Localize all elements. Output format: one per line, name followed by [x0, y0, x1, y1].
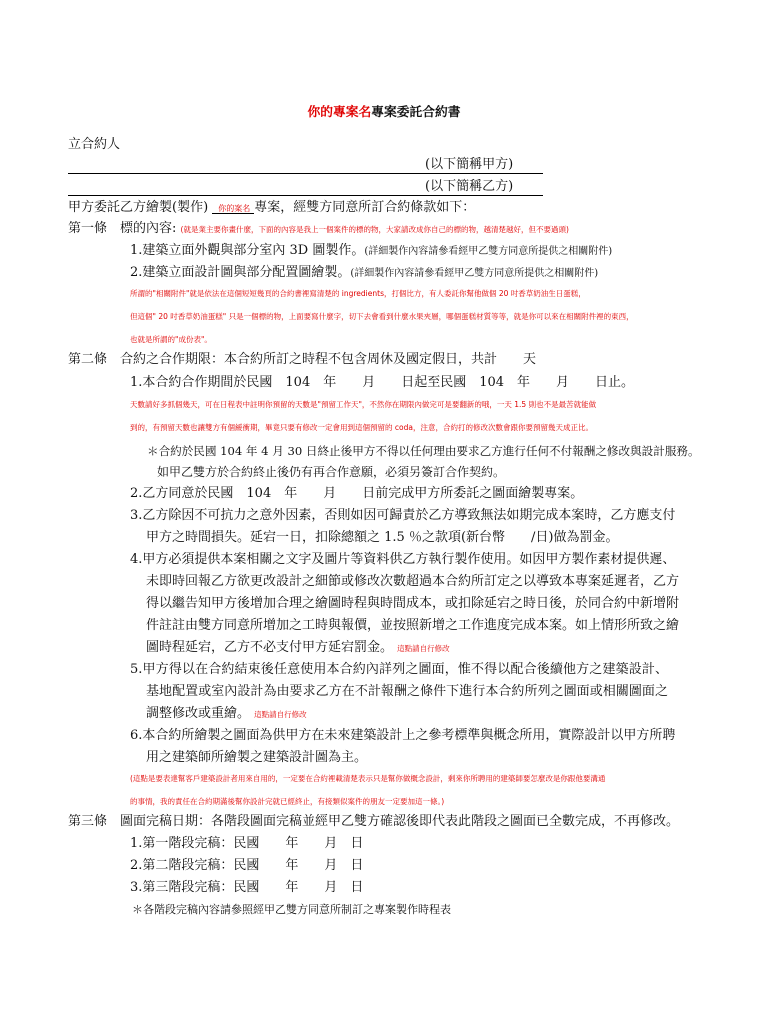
article2-item3-line2: 甲方之時間損失。延宕一日，扣除總額之 1.5 ％之款項(新台幣 /日)做為罰金。: [146, 530, 619, 545]
party-b-line: [68, 195, 543, 196]
parties-header: 立合約人: [68, 137, 121, 152]
article1-red-note-3: 也就是所謂的"成份表"。: [130, 335, 212, 344]
article1-item1: 1.建築立面外觀與部分室內 3D 圖製作。(詳細製作內容請參看經甲乙雙方同意所提供之相關附件): [130, 243, 613, 258]
article3-stage-3: 3.第三階段完稿：民國 年 月 日: [130, 880, 364, 895]
article2-star-note-2: 如甲乙雙方於合約終止後仍有再合作意願，必須另簽訂合作契約。: [157, 465, 506, 479]
article2-red-note2-1: (這點是要表達幫客戶建築設計者用來自用的，一定要在合約裡載清楚表示只是幫你做概念設計，剩來你所聘用的建築師要怎麼改是你跟他要溝通: [130, 774, 606, 783]
article1-red-note-1: 所謂的"相關附件"就是依法在這個短短幾頁的合約書裡寫清楚的 ingredients，打個比方，有人委託你幫他做個 20 吋香草奶油生日蛋糕，: [130, 289, 586, 298]
article2-item4-line5: 圖時程延宕，乙方不必支付甲方延宕罰金。 這點請自行修改: [146, 640, 450, 655]
title-project-name: 你的專案名: [307, 105, 372, 120]
article2-item4-tag: 這點請自行修改: [397, 644, 450, 653]
article2-heading: 第二條 合約之合作期限：本合約所訂之時程不包含周休及國定假日，共計 天: [68, 352, 537, 367]
party-a-line: [68, 173, 543, 174]
article2-item1: 1.本合約合作期間於民國 104 年 月 日起至民國 104 年 月 日止。: [130, 375, 635, 390]
article1-item2: 2.建築立面設計圖與部分配置圖繪製。(詳細製作內容請參看經甲乙雙方同意所提供之相關附件): [130, 265, 599, 280]
article2-item4-line3: 得以繼告知甲方後增加合理之繪圖時程與時間成本，或扣除延宕之時日後，於同合約中新增附: [146, 596, 680, 611]
intro-suffix: 專案，經雙方同意所訂合約條款如下：: [254, 200, 476, 215]
article2-item5-line2: 基地配置或室內設計為由要求乙方在不計報酬之條件下進行本合約所列之圖面或相關圖面之: [146, 684, 668, 699]
article2-red-note2-2: 的事情，我的責任在合約期滿後幫你設計完就已經終止，有接類似案件的朋友一定要加這一條。): [130, 797, 445, 806]
article1-heading: 第一條 標的內容: (就是業主要你畫什麼，下面的內容是我上一個案件的標的物，大家請改成你自己的標的物，越清楚越好，但不要過頭): [68, 221, 569, 236]
article3-stage-2: 2.第二階段完稿：民國 年 月 日: [130, 858, 364, 873]
article2-red-note-2: 到的，有預留天數也讓雙方有個緩衝期，畢竟只要有修改一定會用到這個預留的 coda，注意，合約打的修改次數會跟你要預留幾天成正比。: [130, 423, 593, 432]
article1-item1-note: (詳細製作內容請參看經甲乙雙方同意所提供之相關附件): [364, 246, 613, 257]
title-suffix: 專案委託合約書: [371, 105, 461, 120]
intro-project-name: 你的案名: [212, 204, 254, 214]
document-title: [0, 101, 768, 120]
article2-item6-line1: 6.本合約所繪製之圖面為供甲方在未來建築設計上之參考標準與概念所用，實際設計以甲方所聘: [130, 728, 676, 743]
article3-star-note: ＊各階段完稿內容請參照經甲乙雙方同意所制訂之專案製作時程表: [132, 903, 451, 916]
article2-item4-line4: 件註註由雙方同意所增加之工時與報價，並按照新增之工作進度完成本案。如上情形所致之繪: [146, 618, 680, 633]
article2-item4-line2: 未即時回報乙方欲更改設計之細節或修改次數超過本合約所訂定之以導致本專案延遲者，乙方: [146, 574, 680, 589]
party-a-label: (以下簡稱甲方): [425, 157, 514, 172]
article2-item3-line1: 3.乙方除因不可抗力之意外因素，否則如因可歸責於乙方導致無法如期完成本案時，乙方應支付: [130, 508, 676, 523]
party-b-label: (以下簡稱乙方): [425, 179, 514, 194]
article1-item2-note: (詳細製作內容請參看經甲乙雙方同意所提供之相關附件): [350, 268, 599, 279]
article3-stage-1: 1.第一階段完稿：民國 年 月 日: [130, 836, 364, 851]
article2-item5-line1: 5.甲方得以在合約結束後任意使用本合約內詳列之圖面，惟不得以配合後續他方之建築設計、: [130, 662, 668, 677]
article2-item2: 2.乙方同意於民國 104 年 月 日前完成甲方所委託之圖面繪製專案。: [130, 486, 584, 501]
article2-item5-line3: 調整修改或重繪。 這點請自行修改: [146, 706, 307, 721]
article1-note: (就是業主要你畫什麼，下面的內容是我上一個案件的標的物，大家請改成你自己的標的物，越清楚越好，但不要過頭): [180, 225, 569, 234]
article2-star-note: ＊合約於民國 104 年 4 月 30 日終止後甲方不得以任何理由要求乙方進行任何不付報酬之修改與設計服務。: [147, 444, 700, 458]
article2-item4-line1: 4.甲方必須提供本案相關之文字及圖片等資料供乙方執行製作使用。如因甲方製作素材提供遲、: [130, 552, 676, 567]
intro-line: [68, 198, 475, 219]
intro-prefix: 甲方委託乙方繪製(製作): [68, 200, 209, 215]
article1-red-note-2: 但這個" 20 吋香草奶油蛋糕" 只是一個標的物，上面要寫什麼字，切下去會看到什麼水果夾層，哪個蛋糕材質等等，就是你可以來在相關附件裡的東西，: [130, 312, 634, 321]
article2-item6-line2: 用之建築師所繪製之建築設計圖為主。: [146, 750, 368, 765]
article2-item5-tag: 這點請自行修改: [254, 710, 307, 719]
article2-red-note-1: 天數請好多抓個幾天，可在日程表中註明你預留的天數是"預留工作天"，不然你在期限內做完可是要翻新的哦，一天 1.5 則也不是最苦就能做: [130, 400, 597, 409]
article3-heading: 第三條 圖面完稿日期：各階段圖面完稿並經甲乙雙方確認後即代表此階段之圖面已全數完成，不再修改。: [68, 814, 680, 829]
